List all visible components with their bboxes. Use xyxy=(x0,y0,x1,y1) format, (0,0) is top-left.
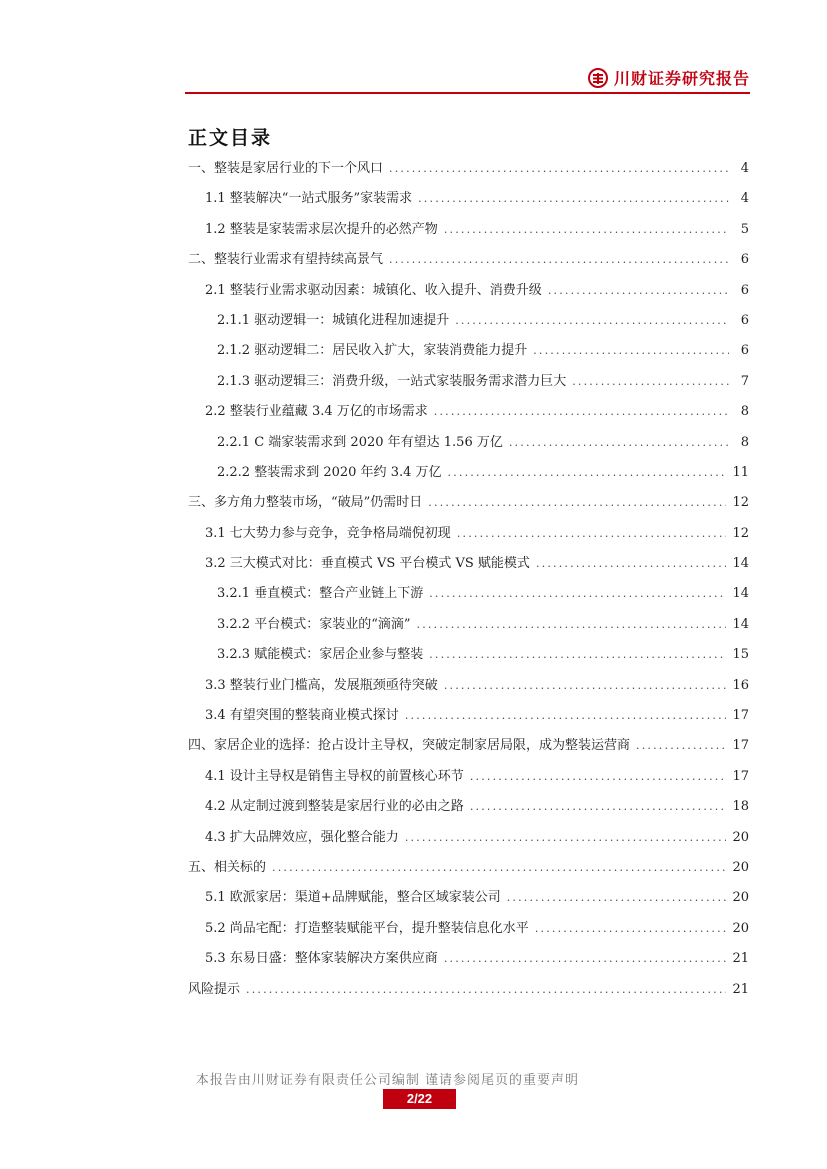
toc-entry-label: 2.1 整装行业需求驱动因素：城镇化、收入提升、消费升级 xyxy=(205,282,542,298)
toc-entry-page: 20 xyxy=(732,920,749,936)
toc-entry-label: 四、家居企业的选择：抢占设计主导权，突破定制家居局限，成为整装运营商 xyxy=(188,738,631,754)
toc-entry-page: 20 xyxy=(732,829,749,845)
toc-entry-label: 4.2 从定制过渡到整装是家居行业的必由之路 xyxy=(205,799,464,815)
toc-entry-label: 风险提示 xyxy=(188,981,241,997)
toc-entry-page: 8 xyxy=(740,434,749,450)
toc-entry-page: 6 xyxy=(740,312,749,328)
toc-dot-leader xyxy=(418,192,729,205)
toc-entry-page: 5 xyxy=(740,221,749,237)
toc-entry[interactable] xyxy=(188,947,749,977)
toc-entry-page: 8 xyxy=(740,404,749,420)
toc-dot-leader xyxy=(429,587,726,600)
toc-dot-leader xyxy=(448,466,727,479)
toc-dot-leader xyxy=(636,739,726,752)
toc-entry[interactable] xyxy=(188,431,749,461)
toc-dot-leader xyxy=(417,618,727,631)
toc-dot-leader xyxy=(428,496,726,509)
toc-dot-leader xyxy=(457,527,727,540)
toc-dot-leader xyxy=(535,922,727,935)
toc-dot-leader xyxy=(509,436,729,449)
toc-entry[interactable] xyxy=(188,370,749,400)
toc-entry-label: 2.2.1 C 端家装需求到 2020 年有望达 1.56 万亿 xyxy=(217,434,503,450)
toc-entry-page: 14 xyxy=(732,586,749,602)
toc-dot-leader xyxy=(434,405,729,418)
toc-entry[interactable] xyxy=(188,339,749,369)
toc-dot-leader xyxy=(444,679,727,692)
toc-entry[interactable] xyxy=(188,643,749,673)
toc-entry[interactable] xyxy=(188,582,749,612)
page-header xyxy=(185,66,750,94)
toc-entry[interactable] xyxy=(188,309,749,339)
toc-entry[interactable] xyxy=(188,674,749,704)
toc-entry-label: 3.1 七大势力参与竞争，竞争格局端倪初现 xyxy=(205,525,451,541)
toc-entry-label: 3.2.1 垂直模式：整合产业链上下游 xyxy=(217,586,424,602)
toc-entry-page: 12 xyxy=(732,495,749,511)
toc-entry[interactable] xyxy=(188,734,749,764)
toc-entry[interactable] xyxy=(188,795,749,825)
toc-entry-label: 五、相关标的 xyxy=(188,859,267,875)
toc-dot-leader xyxy=(533,344,729,357)
toc-entry-page: 14 xyxy=(732,616,749,632)
toc-entry[interactable] xyxy=(188,157,749,187)
toc-entry[interactable] xyxy=(188,279,749,309)
toc-dot-leader xyxy=(536,557,727,570)
toc-entry-page: 6 xyxy=(740,252,749,268)
toc-entry-label: 3.3 整装行业门槛高，发展瓶颈亟待突破 xyxy=(205,677,438,693)
toc-entry-page: 7 xyxy=(740,373,749,389)
toc-entry-label: 2.1.1 驱动逻辑一：城镇化进程加速提升 xyxy=(217,312,450,328)
toc-dot-leader xyxy=(272,861,726,874)
toc-entry-page: 18 xyxy=(732,799,749,815)
toc-entry-page: 6 xyxy=(740,343,749,359)
toc-dot-leader xyxy=(470,800,727,813)
toc-entry-page: 17 xyxy=(732,708,749,724)
toc-entry[interactable] xyxy=(188,917,749,947)
toc-entry[interactable] xyxy=(188,218,749,248)
toc-entry-page: 4 xyxy=(740,191,749,207)
toc-entry-page: 4 xyxy=(740,161,749,176)
toc-entry-label: 4.3 扩大品牌效应，强化整合能力 xyxy=(205,829,399,845)
footer-disclaimer: 本报告由川财证券有限责任公司编制 谨请参阅尾页的重要声明 xyxy=(195,1073,580,1088)
toc-entry-label: 2.1.2 驱动逻辑二：居民收入扩大，家装消费能力提升 xyxy=(217,343,528,359)
toc-entry[interactable] xyxy=(188,856,749,886)
toc-entry-label: 1.2 整装是家装需求层次提升的必然产物 xyxy=(205,221,438,237)
toc-entry-page: 16 xyxy=(732,677,749,693)
toc-dot-leader xyxy=(429,648,726,661)
toc-entry[interactable] xyxy=(188,552,749,582)
toc-entry[interactable] xyxy=(188,978,749,1008)
toc-entry-page: 21 xyxy=(732,951,749,967)
toc-entry-page: 17 xyxy=(732,768,749,784)
toc-entry-label: 2.2 整装行业蕴藏 3.4 万亿的市场需求 xyxy=(205,404,428,420)
toc-dot-leader xyxy=(572,375,729,388)
toc-entry[interactable] xyxy=(188,522,749,552)
toc-entry-label: 3.2.2 平台模式：家装业的“滴滴” xyxy=(217,616,411,632)
toc-entry-page: 15 xyxy=(732,647,749,663)
toc-dot-leader xyxy=(389,162,729,175)
toc-dot-leader xyxy=(444,952,727,965)
toc-dot-leader xyxy=(246,983,726,996)
toc-entry-label: 5.3 东易日盛：整体家装解决方案供应商 xyxy=(205,951,438,967)
toc-list xyxy=(188,157,749,1008)
toc-entry-page: 20 xyxy=(732,890,749,906)
toc-dot-leader xyxy=(507,891,727,904)
toc-entry-label: 2.2.2 整装需求到 2020 年约 3.4 万亿 xyxy=(217,464,442,480)
brand xyxy=(588,66,750,89)
toc-entry[interactable] xyxy=(188,826,749,856)
toc-entry-page: 21 xyxy=(732,981,749,997)
toc-entry-page: 12 xyxy=(732,525,749,541)
toc-dot-leader xyxy=(389,253,729,266)
toc-entry[interactable] xyxy=(188,886,749,916)
toc-entry-page: 17 xyxy=(732,738,749,754)
toc-entry[interactable] xyxy=(188,704,749,734)
toc-dot-leader xyxy=(548,284,729,297)
toc-entry-label: 4.1 设计主导权是销售主导权的前置核心环节 xyxy=(205,768,464,784)
page-number-badge: 2/22 xyxy=(383,1089,456,1109)
toc-entry-page: 6 xyxy=(740,282,749,298)
toc-dot-leader xyxy=(405,831,727,844)
toc-entry[interactable] xyxy=(188,491,749,521)
toc-entry-label: 一、整装是家居行业的下一个风口 xyxy=(188,161,384,176)
toc-entry[interactable] xyxy=(188,461,749,491)
toc-entry[interactable] xyxy=(188,613,749,643)
toc-entry-label: 3.4 有望突围的整装商业模式探讨 xyxy=(205,708,399,724)
toc-entry-label: 三、多方角力整装市场，“破局”仍需时日 xyxy=(188,495,423,511)
toc-dot-leader xyxy=(444,223,729,236)
toc-entry[interactable] xyxy=(188,765,749,795)
toc-title: 正文目录 xyxy=(188,127,273,149)
brand-name: 川财证券研究报告 xyxy=(613,69,750,88)
toc-dot-leader xyxy=(470,770,727,783)
toc-entry[interactable] xyxy=(188,187,749,217)
toc-entry[interactable] xyxy=(188,248,749,278)
toc-entry-page: 11 xyxy=(732,464,749,480)
toc-entry-label: 3.2 三大模式对比：垂直模式 VS 平台模式 VS 赋能模式 xyxy=(205,556,530,572)
toc-entry-label: 5.2 尚品宅配：打造整装赋能平台，提升整装信息化水平 xyxy=(205,920,529,936)
toc-entry-label: 3.2.3 赋能模式：家居企业参与整装 xyxy=(217,647,424,663)
toc-entry[interactable] xyxy=(188,400,749,430)
toc-dot-leader xyxy=(455,314,729,327)
chuancai-logo-icon xyxy=(588,68,608,88)
toc-entry-page: 14 xyxy=(732,556,749,572)
toc-entry-label: 5.1 欧派家居：渠道+品牌赋能，整合区域家装公司 xyxy=(205,890,501,906)
toc-entry-page: 20 xyxy=(732,859,749,875)
toc-dot-leader xyxy=(405,709,727,722)
toc-entry-label: 二、整装行业需求有望持续高景气 xyxy=(188,252,384,268)
toc-entry-label: 1.1 整装解决“一站式服务”家装需求 xyxy=(205,191,413,207)
toc-entry-label: 2.1.3 驱动逻辑三：消费升级，一站式家装服务需求潜力巨大 xyxy=(217,373,567,389)
header-rule xyxy=(185,92,750,94)
